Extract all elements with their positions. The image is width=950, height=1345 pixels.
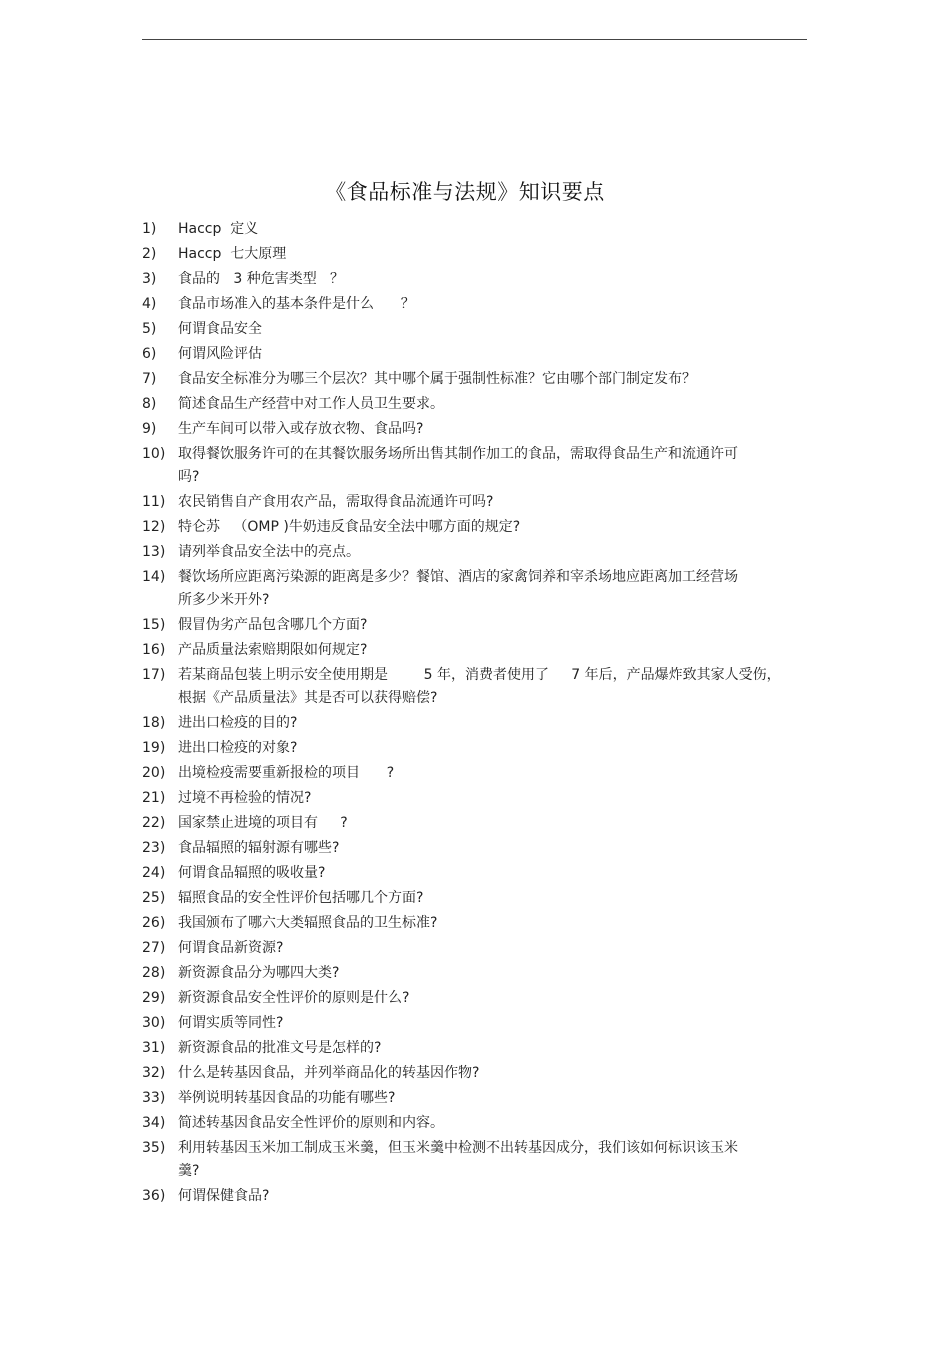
item-number: 14) bbox=[142, 569, 166, 585]
item-text: 取得餐饮服务许可的在其餐饮服务场所出售其制作加工的食品，需取得食品生产和流通许可吗? bbox=[178, 446, 738, 485]
list-item bbox=[142, 268, 812, 291]
item-number: 19) bbox=[142, 740, 166, 756]
item-text: 何谓风险评估 bbox=[178, 346, 262, 362]
item-number: 13) bbox=[142, 544, 166, 560]
list-item bbox=[142, 243, 812, 266]
item-text: 我国颁布了哪六大类辐照食品的卫生标准? bbox=[178, 915, 438, 931]
list-item bbox=[142, 1112, 812, 1135]
item-text: 利用转基因玉米加工制成玉米羹，但玉米羹中检测不出转基因成分，我们该如何标识该玉米羹? bbox=[178, 1140, 738, 1179]
item-number: 28) bbox=[142, 965, 166, 981]
item-number: 30) bbox=[142, 1015, 166, 1031]
list-item bbox=[142, 812, 812, 835]
item-text: 新资源食品安全性评价的原则是什么? bbox=[178, 990, 410, 1006]
item-number: 20) bbox=[142, 765, 166, 781]
list-item bbox=[142, 962, 812, 985]
item-number: 12) bbox=[142, 519, 166, 535]
list-item bbox=[142, 293, 812, 316]
list-item bbox=[142, 837, 812, 860]
list-item bbox=[142, 368, 812, 391]
item-text: 农民销售自产食用农产品，需取得食品流通许可吗? bbox=[178, 494, 494, 510]
item-text: 国家禁止进境的项目有 ? bbox=[178, 815, 348, 831]
list-item bbox=[142, 614, 812, 637]
list-item bbox=[142, 737, 812, 760]
list-item bbox=[142, 887, 812, 910]
list-item bbox=[142, 862, 812, 885]
list-item bbox=[142, 1037, 812, 1060]
item-text: 特仑苏 （OMP )牛奶违反食品安全法中哪方面的规定? bbox=[178, 519, 521, 535]
list-item bbox=[142, 393, 812, 416]
item-text: Haccp 七大原理 bbox=[178, 246, 287, 262]
item-number: 35) bbox=[142, 1140, 166, 1156]
item-number: 29) bbox=[142, 990, 166, 1006]
item-text: 食品辐照的辐射源有哪些? bbox=[178, 840, 340, 856]
item-text: 何谓实质等同性? bbox=[178, 1015, 284, 1031]
item-text: 若某商品包装上明示安全使用期是 5 年，消费者使用了 7 年后，产品爆炸致其家人受伤，根据《产品质量法》其是否可以获得赔偿? bbox=[178, 667, 781, 706]
item-number: 33) bbox=[142, 1090, 166, 1106]
item-text: 新资源食品的批准文号是怎样的? bbox=[178, 1040, 382, 1056]
item-number: 4) bbox=[142, 296, 157, 312]
item-text: 进出口检疫的对象? bbox=[178, 740, 298, 756]
item-number: 15) bbox=[142, 617, 166, 633]
item-number: 24) bbox=[142, 865, 166, 881]
item-number: 16) bbox=[142, 642, 166, 658]
page-title: 《食品标准与法规》知识要点 bbox=[325, 180, 605, 204]
item-number: 18) bbox=[142, 715, 166, 731]
item-number: 22) bbox=[142, 815, 166, 831]
item-text: 何谓食品辐照的吸收量? bbox=[178, 865, 326, 881]
item-number: 8) bbox=[142, 396, 157, 412]
list-item bbox=[142, 987, 812, 1010]
list-item bbox=[142, 218, 812, 241]
item-number: 26) bbox=[142, 915, 166, 931]
item-text: 什么是转基因食品，并列举商品化的转基因作物? bbox=[178, 1065, 480, 1081]
item-text: 进出口检疫的目的? bbox=[178, 715, 298, 731]
item-text: 出境检疫需要重新报检的项目 ? bbox=[178, 765, 395, 781]
list-item bbox=[142, 443, 812, 489]
item-text: 请列举食品安全法中的亮点。 bbox=[178, 544, 360, 560]
item-number: 34) bbox=[142, 1115, 166, 1131]
item-text: 辐照食品的安全性评价包括哪几个方面? bbox=[178, 890, 424, 906]
item-number: 21) bbox=[142, 790, 166, 806]
item-number: 7) bbox=[142, 371, 157, 387]
item-text: 生产车间可以带入或存放衣物、食品吗? bbox=[178, 421, 424, 437]
item-number: 3) bbox=[142, 271, 157, 287]
list-item bbox=[142, 712, 812, 735]
item-number: 17) bbox=[142, 667, 166, 683]
item-text: 何谓保健食品? bbox=[178, 1188, 270, 1204]
item-number: 32) bbox=[142, 1065, 166, 1081]
item-number: 6) bbox=[142, 346, 157, 362]
list-item bbox=[142, 343, 812, 366]
item-text: 假冒伪劣产品包含哪几个方面? bbox=[178, 617, 368, 633]
item-number: 10) bbox=[142, 446, 166, 462]
item-number: 1) bbox=[142, 221, 157, 237]
item-text: 过境不再检验的情况? bbox=[178, 790, 312, 806]
list-item bbox=[142, 516, 812, 539]
list-item bbox=[142, 318, 812, 341]
item-text: 举例说明转基因食品的功能有哪些? bbox=[178, 1090, 396, 1106]
list-item bbox=[142, 566, 812, 612]
header-rule bbox=[142, 39, 807, 40]
list-item bbox=[142, 912, 812, 935]
item-number: 36) bbox=[142, 1188, 166, 1204]
item-text: 新资源食品分为哪四大类? bbox=[178, 965, 340, 981]
list-item bbox=[142, 1087, 812, 1110]
item-number: 23) bbox=[142, 840, 166, 856]
list-item bbox=[142, 1185, 812, 1208]
list-item bbox=[142, 418, 812, 441]
item-text: 简述转基因食品安全性评价的原则和内容。 bbox=[178, 1115, 444, 1131]
item-number: 25) bbox=[142, 890, 166, 906]
list-item bbox=[142, 639, 812, 662]
list-item bbox=[142, 937, 812, 960]
list-item bbox=[142, 491, 812, 514]
list-item bbox=[142, 1012, 812, 1035]
item-text: 简述食品生产经营中对工作人员卫生要求。 bbox=[178, 396, 444, 412]
list-item bbox=[142, 1062, 812, 1085]
list-item bbox=[142, 541, 812, 564]
item-text: Haccp 定义 bbox=[178, 221, 259, 237]
item-number: 11) bbox=[142, 494, 166, 510]
item-number: 9) bbox=[142, 421, 157, 437]
item-number: 5) bbox=[142, 321, 157, 337]
item-text: 何谓食品新资源? bbox=[178, 940, 284, 956]
item-text: 餐饮场所应距离污染源的距离是多少？餐馆、酒店的家禽饲养和宰杀场地应距离加工经营场所多少米开外? bbox=[178, 569, 738, 608]
list-item bbox=[142, 787, 812, 810]
item-text: 产品质量法索赔期限如何规定? bbox=[178, 642, 368, 658]
item-text: 食品安全标准分为哪三个层次？其中哪个属于强制性标准？它由哪个部门制定发布？ bbox=[178, 371, 696, 387]
list-item bbox=[142, 1137, 812, 1183]
item-number: 2) bbox=[142, 246, 157, 262]
list-item bbox=[142, 762, 812, 785]
item-text: 何谓食品安全 bbox=[178, 321, 262, 337]
list-item bbox=[142, 664, 812, 710]
item-text: 食品市场准入的基本条件是什么 ？ bbox=[178, 296, 415, 312]
question-list bbox=[142, 218, 812, 1210]
item-number: 31) bbox=[142, 1040, 166, 1056]
item-text: 食品的 3 种危害类型 ？ bbox=[178, 271, 345, 287]
item-number: 27) bbox=[142, 940, 166, 956]
